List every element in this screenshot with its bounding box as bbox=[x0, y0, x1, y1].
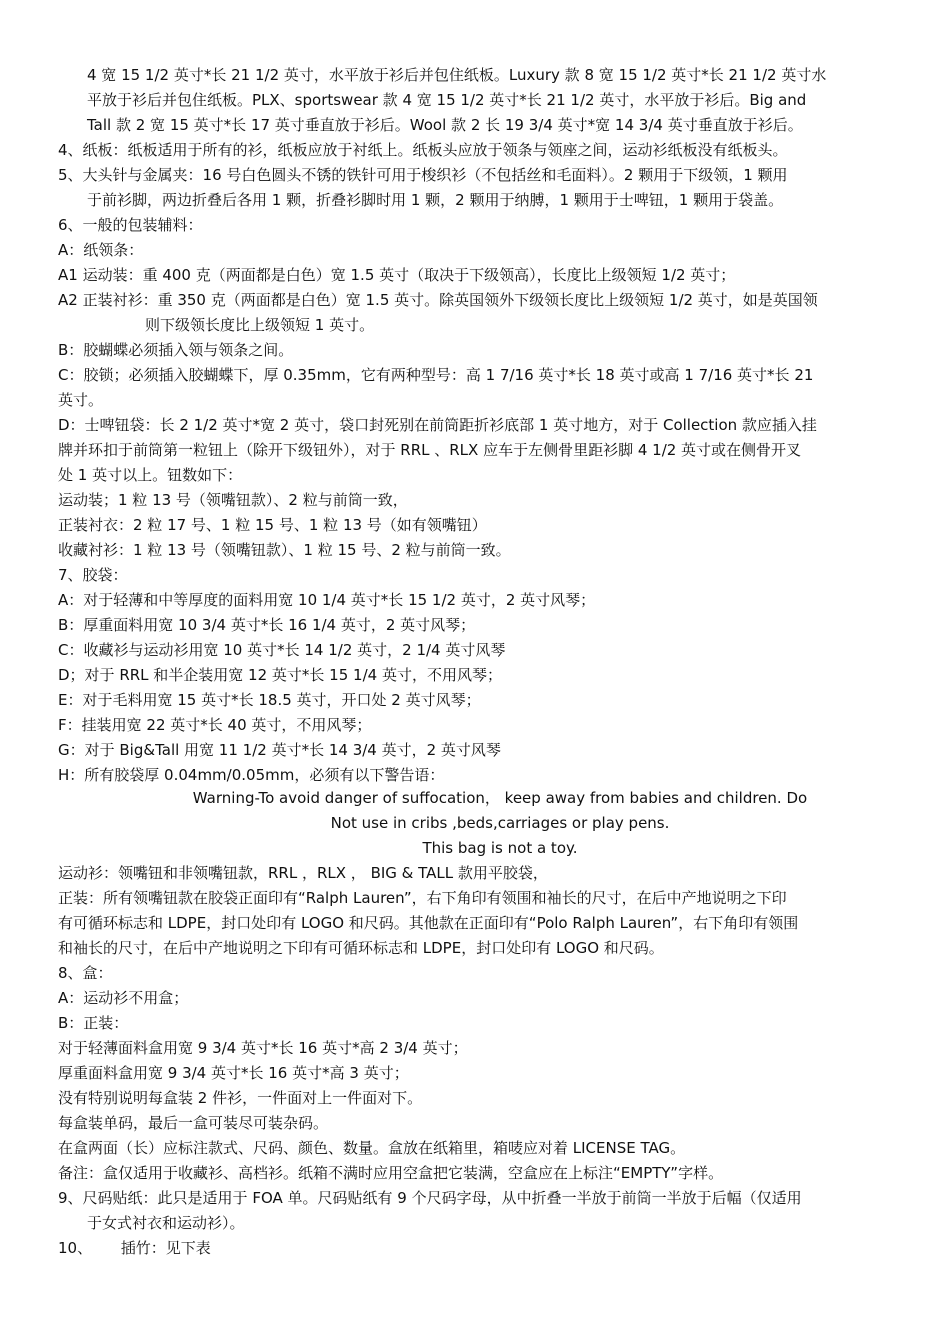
text-line: B：正装： bbox=[58, 1014, 129, 1032]
text-line: 运动衫：领嘴钮和非领嘴钮款，RRL ，RLX ， BIG & TALL 款用平胶袋， bbox=[58, 864, 548, 882]
section-8-heading: 8、盒： bbox=[58, 964, 113, 982]
text-line: 每盒装单码，最后一盒可装尽可装杂码。 bbox=[58, 1114, 329, 1132]
text-line: A1 运动装：重 400 克（两面都是白色）宽 1.5 英寸（取决于下级领高），长度比上级领短 1/2 英寸； bbox=[58, 266, 736, 284]
warning-text: Not use in cribs ,beds,carriages or play pens. bbox=[330, 814, 670, 832]
text-line: 则下级领长度比上级领短 1 英寸。 bbox=[145, 316, 375, 334]
section-7-heading: 7、胶袋： bbox=[58, 566, 128, 584]
text-line: 处 1 英寸以上。钮数如下： bbox=[58, 466, 243, 484]
text-line: 在盒两面（长）应标注款式、尺码、颜色、数量。盒放在纸箱里，箱唛应对着 LICENSE TAG。 bbox=[58, 1139, 686, 1157]
text-line: 有可循环标志和 LDPE，封口处印有 LOGO 和尺码。其他款在正面印有“Polo Ralph Lauren”，右下角印有领围 bbox=[58, 914, 799, 932]
section-4-paperboard: 4、纸板：纸板适用于所有的衫，纸板应放于衬纸上。纸板头应放于领条与领座之间，运动衫纸板没有纸板头。 bbox=[58, 141, 788, 159]
section-10-heading: 10、 插竹：见下表 bbox=[58, 1239, 211, 1257]
text-line: E：对于毛料用宽 15 英寸*长 18.5 英寸，开口处 2 英寸风琴； bbox=[58, 691, 481, 709]
text-line: B：胶蝴蝶必须插入领与领条之间。 bbox=[58, 341, 294, 359]
warning-text: Warning-To avoid danger of suffocation， keep away from babies and children. Do bbox=[192, 789, 808, 807]
text-line: B：厚重面料用宽 10 3/4 英寸*长 16 1/4 英寸，2 英寸风琴； bbox=[58, 616, 476, 634]
section-9-size-sticker: 9、尺码贴纸：此只是适用于 FOA 单。尺码贴纸有 9 个尺码字母，从中折叠一半放于前筒一半放于后幅（仅适用 bbox=[58, 1189, 802, 1207]
text-line: 运动装；1 粒 13 号（领嘴钮款）、2 粒与前筒一致， bbox=[58, 491, 408, 509]
text-line: Tall 款 2 宽 15 英寸*长 17 英寸垂直放于衫后。Wool 款 2 长 19 3/4 英寸*宽 14 3/4 英寸垂直放于衫后。 bbox=[87, 116, 803, 134]
text-line: 英寸。 bbox=[58, 391, 104, 409]
section-5-pins-clips: 5、大头针与金属夹：16 号白色圆头不锈的铁针可用于梭织衫（不包括丝和毛面料）。2 颗用于下级领，1 颗用 bbox=[58, 166, 788, 184]
text-line: 厚重面料盒用宽 9 3/4 英寸*长 16 英寸*高 3 英寸； bbox=[58, 1064, 409, 1082]
section-6-heading: 6、一般的包装辅料： bbox=[58, 216, 203, 234]
text-line: 没有特别说明每盒装 2 件衫，一件面对上一件面对下。 bbox=[58, 1089, 423, 1107]
text-line: A2 正装衬衫：重 350 克（两面都是白色）宽 1.5 英寸。除英国领外下级领长度比上级领短 1/2 英寸，如是英国领 bbox=[58, 291, 818, 309]
text-line: 平放于衫后并包住纸板。PLX、sportswear 款 4 宽 15 1/2 英寸*长 21 1/2 英寸，水平放于衫后。Big and bbox=[87, 91, 807, 109]
text-line: A：对于轻薄和中等厚度的面料用宽 10 1/4 英寸*长 15 1/2 英寸，2 英寸风琴； bbox=[58, 591, 596, 609]
text-line: C：收藏衫与运动衫用宽 10 英寸*长 14 1/2 英寸，2 1/4 英寸风琴 bbox=[58, 641, 506, 659]
text-line: 正装衬衣：2 粒 17 号、1 粒 15 号、1 粒 13 号（如有领嘴钮） bbox=[58, 516, 487, 534]
text-line: C：胶锁；必须插入胶蝴蝶下，厚 0.35mm，它有两种型号：高 1 7/16 英寸*长 18 英寸或高 1 7/16 英寸*长 21 bbox=[58, 366, 814, 384]
text-line: D：士啤钮袋：长 2 1/2 英寸*宽 2 英寸，袋口封死别在前筒距折衫底部 1 英寸地方，对于 Collection 款应插入挂 bbox=[58, 416, 817, 434]
text-line: 牌并环扣于前筒第一粒钮上（除开下级钮外），对于 RRL 、RLX 应车于左侧骨里距衫脚 4 1/2 英寸或在侧骨开叉 bbox=[58, 441, 802, 459]
text-line: H：所有胶袋厚 0.04mm/0.05mm，必须有以下警告语： bbox=[58, 766, 445, 784]
text-line: A：运动衫不用盒； bbox=[58, 989, 189, 1007]
text-line: 对于轻薄面料盒用宽 9 3/4 英寸*长 16 英寸*高 2 3/4 英寸； bbox=[58, 1039, 468, 1057]
warning-text: This bag is not a toy. bbox=[422, 839, 578, 857]
text-line: 于女式衬衣和运动衫）。 bbox=[87, 1214, 245, 1232]
text-line: 和袖长的尺寸，在后中产地说明之下印有可循环标志和 LDPE，封口处印有 LOGO 和尺码。 bbox=[58, 939, 664, 957]
text-line: F：挂装用宽 22 英寸*长 40 英寸，不用风琴； bbox=[58, 716, 372, 734]
text-line: D；对于 RRL 和半企装用宽 12 英寸*长 15 1/4 英寸，不用风琴； bbox=[58, 666, 502, 684]
text-line: 备注：盒仅适用于收藏衫、高档衫。纸箱不满时应用空盒把它装满，空盒应在上标注“EMPTY”字样。 bbox=[58, 1164, 724, 1182]
text-line: 收藏衬衫：1 粒 13 号（领嘴钮款）、1 粒 15 号、2 粒与前筒一致。 bbox=[58, 541, 511, 559]
text-line: 于前衫脚，两边折叠后各用 1 颗，折叠衫脚时用 1 颗，2 颗用于纳膊，1 颗用于士啤钮，1 颗用于袋盖。 bbox=[87, 191, 784, 209]
text-line: 4 宽 15 1/2 英寸*长 21 1/2 英寸，水平放于衫后并包住纸板。Luxury 款 8 宽 15 1/2 英寸*长 21 1/2 英寸水 bbox=[87, 66, 827, 84]
text-line: 正装：所有领嘴钮款在胶袋正面印有“Ralph Lauren”，右下角印有领围和袖长的尺寸，在后中产地说明之下印 bbox=[58, 889, 787, 907]
text-line: A：纸领条： bbox=[58, 241, 144, 259]
text-line: G：对于 Big&Tall 用宽 11 1/2 英寸*长 14 3/4 英寸，2 英寸风琴 bbox=[58, 741, 501, 759]
